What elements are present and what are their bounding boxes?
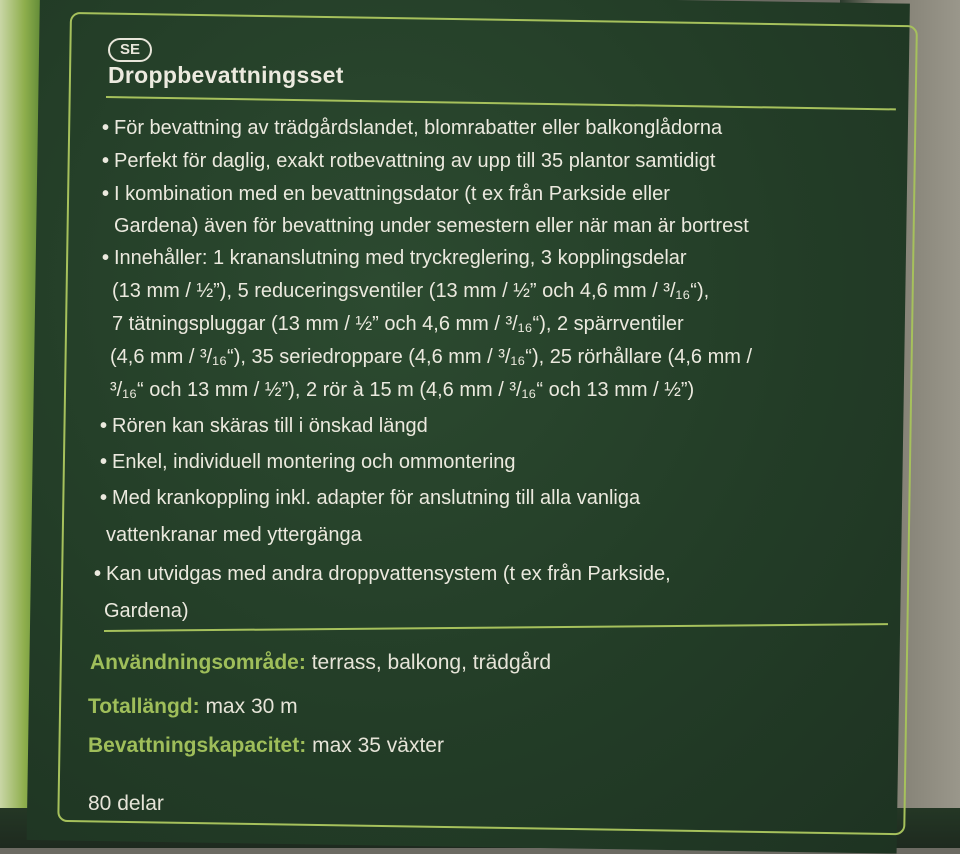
feature-bullet <box>102 181 670 207</box>
feature-bullet <box>102 115 722 141</box>
feature-text: Med krankoppling inkl. adapter för anslutning till alla vanliga <box>112 487 641 509</box>
spec-usage-area <box>90 650 551 676</box>
feature-bullet <box>94 561 671 587</box>
bullet-dot: • <box>102 117 110 139</box>
spec-value: max 35 växter <box>312 734 444 757</box>
feature-text: Rören kan skäras till i önskad längd <box>112 415 428 437</box>
feature-continuation: 7 tätningspluggar (13 mm / ½” och 4,6 mm / ³/₁₆“), 2 spärrventiler <box>112 313 684 335</box>
bullet-dot: • <box>102 183 110 205</box>
spec-value: max 30 m <box>205 695 298 718</box>
feature-text: Perfekt för daglig, exakt rotbevattning av upp till 35 plantor samtidigt <box>114 150 716 172</box>
bullet-dot: • <box>100 451 108 473</box>
feature-text: Kan utvidgas med andra droppvattensystem (t ex från Parkside, <box>106 563 671 585</box>
feature-text: Enkel, individuell montering och ommontering <box>112 451 516 473</box>
feature-continuation: Gardena) även för bevattning under semestern eller när man är bortrest <box>114 215 749 237</box>
feature-bullet <box>100 413 428 439</box>
bullet-dot: • <box>100 415 108 437</box>
feature-bullet <box>100 449 516 475</box>
parts-count: 80 delar <box>88 792 164 815</box>
bullet-dot: • <box>102 247 110 269</box>
language-badge: SE <box>108 38 152 62</box>
bullet-dot: • <box>94 563 102 585</box>
feature-continuation: Gardena) <box>104 600 189 622</box>
feature-continuation: vattenkranar med yttergänga <box>106 524 362 546</box>
bullet-dot: • <box>102 150 110 172</box>
feature-text: I kombination med en bevattningsdator (t ex från Parkside eller <box>114 183 670 205</box>
spec-total-length <box>88 694 298 720</box>
spec-label: Totallängd: <box>88 695 200 718</box>
spec-label: Användningsområde: <box>90 651 306 674</box>
feature-bullet <box>102 245 687 271</box>
bullet-dot: • <box>100 487 108 509</box>
product-title: Droppbevattningsset <box>108 62 344 88</box>
feature-text: För bevattning av trädgårdslandet, blomrabatter eller balkonglådorna <box>114 117 723 139</box>
feature-continuation: (4,6 mm / ³/₁₆“), 35 seriedroppare (4,6 mm / ³/₁₆“), 25 rörhållare (4,6 mm / <box>110 346 753 368</box>
feature-continuation: ³/₁₆“ och 13 mm / ½”), 2 rör à 15 m (4,6 mm / ³/₁₆“ och 13 mm / ½”) <box>110 379 695 401</box>
spec-value: terrass, balkong, trädgård <box>311 651 551 674</box>
feature-bullet <box>100 485 640 511</box>
spec-label: Bevattningskapacitet: <box>88 734 307 757</box>
feature-text: Innehåller: 1 krananslutning med tryckreglering, 3 kopplingsdelar <box>114 247 687 269</box>
spec-watering-capacity <box>88 733 444 759</box>
feature-bullet <box>102 148 715 174</box>
feature-continuation: (13 mm / ½”), 5 reduceringsventiler (13 mm / ½” och 4,6 mm / ³/₁₆“), <box>112 280 710 302</box>
